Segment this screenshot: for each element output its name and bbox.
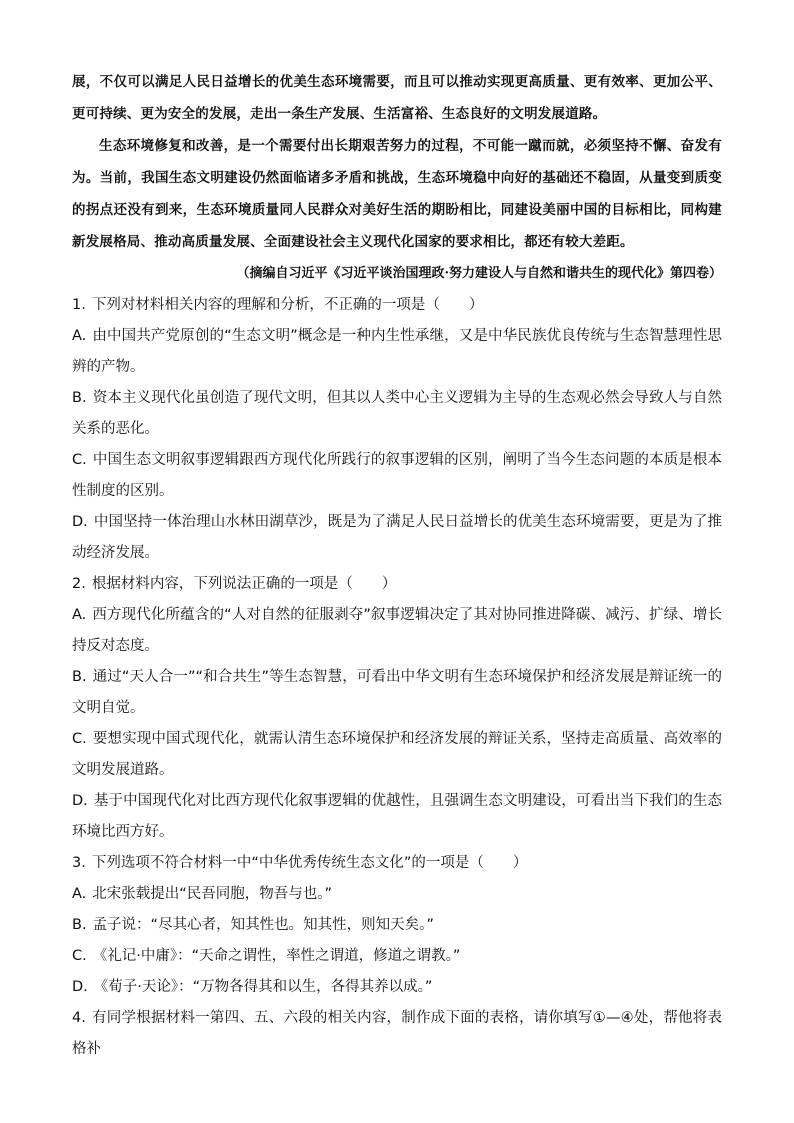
question-4: [72, 1003, 722, 1065]
option-letter: C.: [72, 948, 87, 964]
option-letter: B.: [72, 390, 87, 406]
option-c: [72, 724, 722, 786]
option-a: [72, 321, 722, 383]
question-text: 有同学根据材料一第四、五、六段的相关内容，制作成下面的表格，请你填写①—④处，帮他将表格补: [72, 1010, 722, 1057]
passage-paragraph: 展，不仅可以满足人民日益增长的优美生态环境需要，而且可以推动实现更高质量、更有效率、更加公平、更可持续、更为安全的发展，走出一条生产发展、生活富裕、生态良好的文明发展道路。: [72, 74, 722, 122]
option-text: 基于中国现代化对比西方现代化叙事逻辑的优越性，且强调生态文明建设，可看出当下我们的生态环境比西方好。: [72, 793, 722, 840]
question-number: 3.: [72, 855, 86, 871]
option-a: [72, 600, 722, 662]
question-number: 1.: [72, 297, 86, 313]
option-letter: C.: [72, 452, 87, 468]
question-text: 根据材料内容，下列说法正确的一项是（ ）: [91, 576, 397, 592]
option-letter: D.: [72, 979, 88, 995]
question-3: [72, 848, 722, 1003]
option-text: 中国生态文明叙事逻辑跟西方现代化所践行的叙事逻辑的区别，阐明了当今生态问题的本质是根本性制度的区别。: [72, 452, 722, 499]
question-stem: [72, 848, 722, 879]
option-letter: A.: [72, 886, 87, 902]
option-text: 由中国共产党原创的“生态文明”概念是一种内生性承继，又是中华民族优良传统与生态智慧理性思辨的产物。: [72, 328, 722, 375]
option-text: 中国坚持一体治理山水林田湖草沙，既是为了满足人民日益增长的优美生态环境需要，更是为了推动经济发展。: [72, 514, 722, 561]
question-1: [72, 290, 722, 569]
question-stem: [72, 569, 722, 600]
question-stem: [72, 290, 722, 321]
option-letter: B.: [72, 669, 87, 685]
document-page: [72, 66, 722, 1065]
option-text: 《荀子·天论》：“万物各得其和以生，各得其养以成。”: [93, 979, 433, 995]
option-letter: A.: [72, 607, 87, 623]
option-c: [72, 445, 722, 507]
question-stem: [72, 1003, 722, 1065]
option-c: [72, 941, 722, 972]
option-text: 资本主义现代化虽创造了现代文明，但其以人类中心主义逻辑为主导的生态观必然会导致人与自然关系的恶化。: [72, 390, 722, 437]
question-2: [72, 569, 722, 848]
question-text: 下列对材料相关内容的理解和分析，不正确的一项是（ ）: [91, 297, 484, 313]
option-text: 孟子说：“尽其心者，知其性也。知其性，则知天矣。”: [92, 917, 434, 933]
option-a: [72, 879, 722, 910]
option-text: 要想实现中国式现代化，就需认清生态环境保护和经济发展的辩证关系，坚持走高质量、高效率的文明发展道路。: [72, 731, 722, 778]
option-letter: D.: [72, 793, 88, 809]
question-number: 2.: [72, 576, 86, 592]
option-b: [72, 662, 722, 724]
option-d: [72, 972, 722, 1003]
option-letter: B.: [72, 917, 87, 933]
passage-source: （摘编自习近平《习近平谈治国理政·努力建设人与自然和谐共生的现代化》第四卷）: [236, 266, 722, 281]
option-b: [72, 383, 722, 445]
option-letter: C.: [72, 731, 87, 747]
option-d: [72, 786, 722, 848]
option-text: 《礼记·中庸》：“天命之谓性，率性之谓道，修道之谓教。”: [92, 948, 461, 964]
option-text: 通过“天人合一”“和合共生”等生态智慧，可看出中华文明有生态环境保护和经济发展是辩证统一的文明自觉。: [72, 669, 722, 716]
option-text: 西方现代化所蕴含的“人对自然的征服剥夺”叙事逻辑决定了其对协同推进降碳、减污、扩绿、增长持反对态度。: [72, 607, 722, 654]
question-number: 4.: [72, 1010, 86, 1026]
option-b: [72, 910, 722, 941]
option-d: [72, 507, 722, 569]
option-letter: A.: [72, 328, 87, 344]
question-text: 下列选项不符合材料一中“中华优秀传统生态文化”的一项是（ ）: [91, 855, 528, 871]
passage-paragraph: 生态环境修复和改善，是一个需要付出长期艰苦努力的过程，不可能一蹴而就，必须坚持不懈、奋发有为。当前，我国生态文明建设仍然面临诸多矛盾和挑战，生态环境稳中向好的基础还不稳固，从量变到质变的拐点还没有到来，生态环境质量同人民群众对美好生活的期盼相比，同建设美丽中国的目标相比，同构建新发展格局、推动高质量发展、全面建设社会主义现代化国家的要求相比，都还有较大差距。: [72, 138, 722, 250]
option-text: 北宋张载提出“民吾同胞，物吾与也。”: [92, 886, 333, 902]
option-letter: D.: [72, 514, 88, 530]
